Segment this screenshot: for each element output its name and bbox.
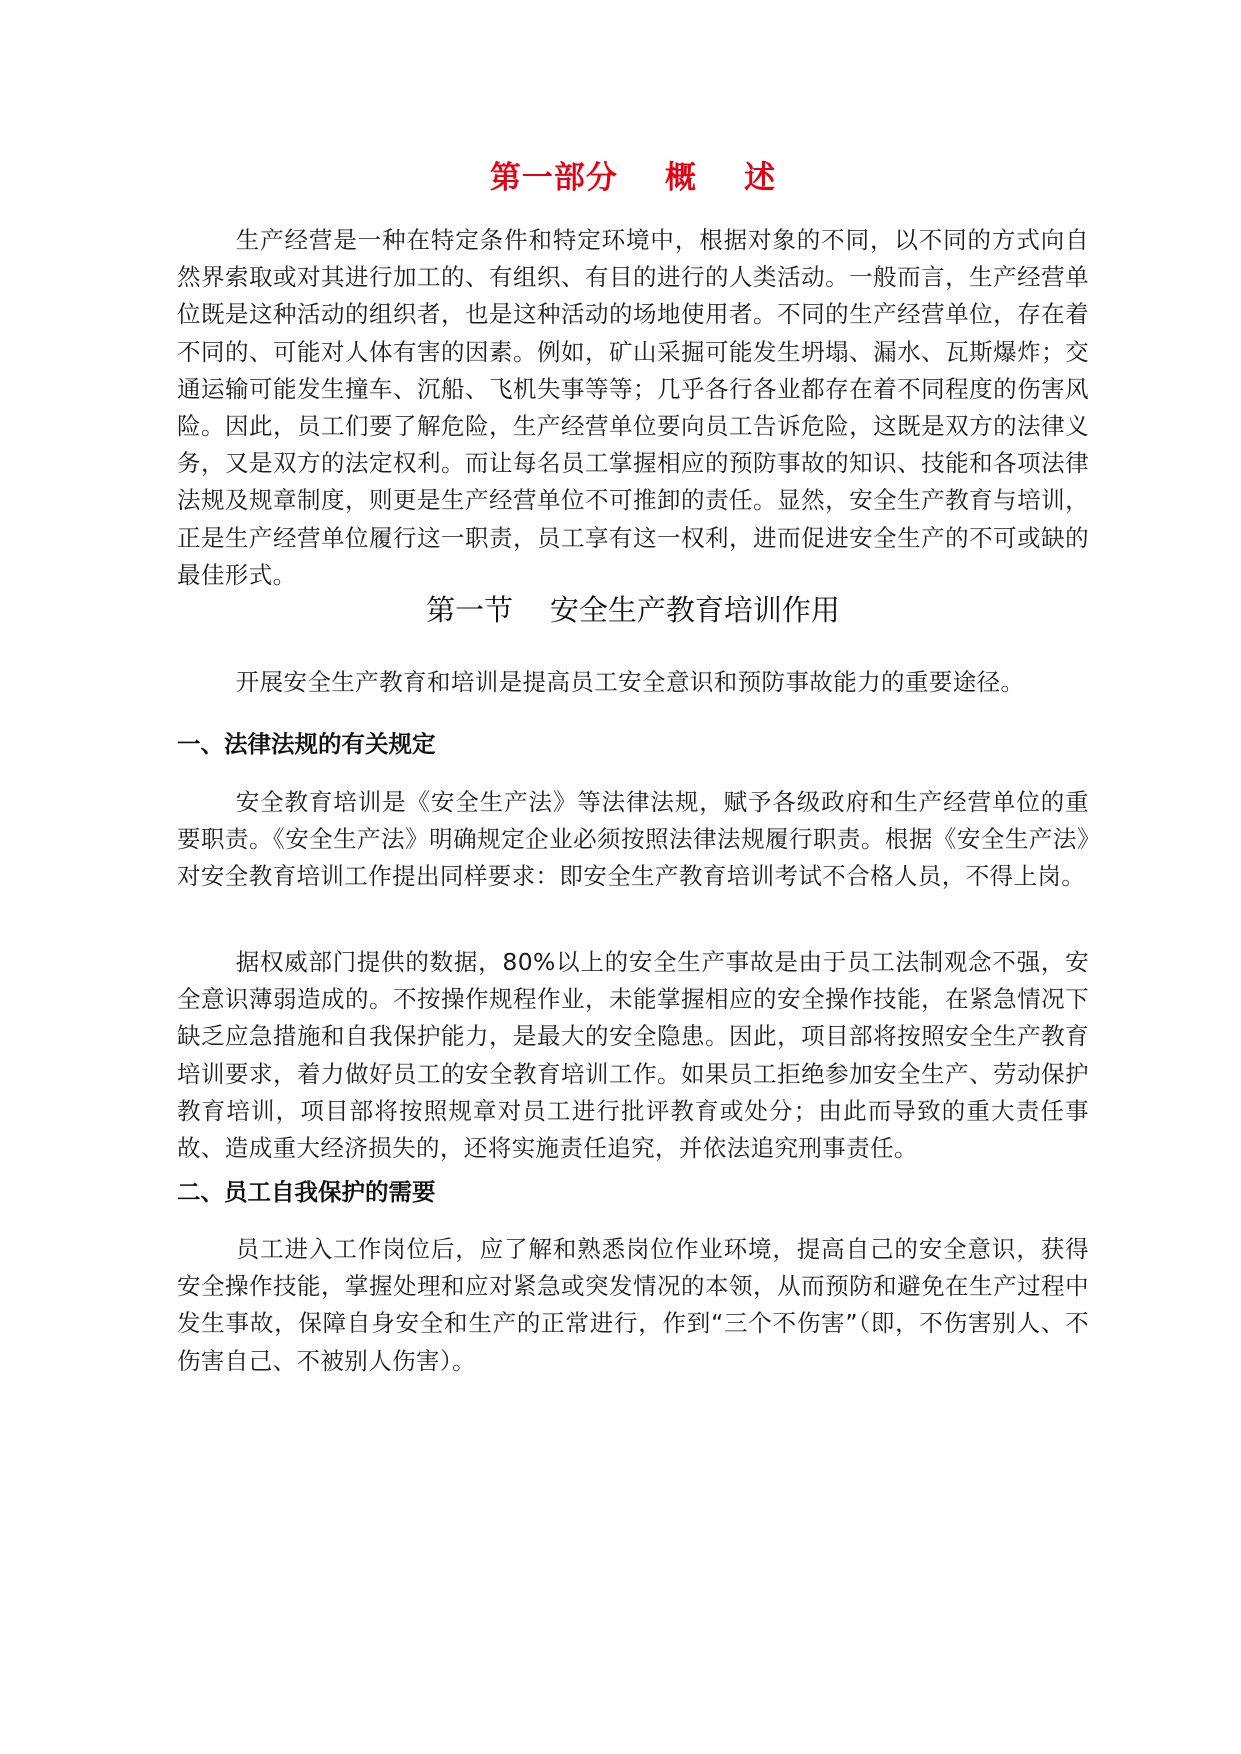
subsection-2-heading: 二、员工自我保护的需要	[177, 1178, 436, 1206]
part-title: 第一部分 概 述	[489, 160, 777, 196]
section-title: 第一节 安全生产教育培训作用	[426, 593, 840, 627]
intro-paragraph: 生产经营是一种在特定条件和特定环境中，根据对象的不同，以不同的方式向自然界索取或对其进行加工的、有组织、有目的进行的人类活动。一般而言，生产经营单位既是这种活动的组织者，也是这种活动的场地使用者。不同的生产经营单位，存在着不同的、可能对人体有害的因素。例如，矿山采掘可能发生坍塌、漏水、瓦斯爆炸；交通运输可能发生撞车、沉船、飞机失事等等；几乎各行各业都存在着不同程度的伤害风险。因此，员工们要了解危险，生产经营单位要向员工告诉危险，这既是双方的法律义务，又是双方的法定权利。而让每名员工掌握相应的预防事故的知识、技能和各项法律法规及规章制度，则更是生产经营单位不可推卸的责任。显然，安全生产教育与培训，正是生产经营单位履行这一职责，员工享有这一权利，进而促进安全生产的不可或缺的最佳形式。	[177, 226, 1089, 589]
subsection-2-paragraph-1: 员工进入工作岗位后，应了解和熟悉岗位作业环境，提高自己的安全意识，获得安全操作技能，掌握处理和应对紧急或突发情况的本领，从而预防和避免在生产过程中发生事故，保障自身安全和生产的正常进行，作到“三个不伤害”（即，不伤害别人、不伤害自己、不被别人伤害）。	[177, 1235, 1089, 1375]
subsection-1-paragraph-2: 据权威部门提供的数据，80%以上的安全生产事故是由于员工法制观念不强，安全意识薄弱造成的。不按操作规程作业，未能掌握相应的安全操作技能，在紧急情况下缺乏应急措施和自我保护能力，是最大的安全隐患。因此，项目部将按照安全生产教育培训要求，着力做好员工的安全教育培训工作。如果员工拒绝参加安全生产、劳动保护教育培训，项目部将按照规章对员工进行批评教育或处分；由此而导致的重大责任事故、造成重大经济损失的，还将实施责任追究，并依法追究刑事责任。	[177, 948, 1089, 1163]
section-intro-paragraph: 开展安全生产教育和培训是提高员工安全意识和预防事故能力的重要途径。	[235, 668, 1025, 696]
subsection-1-heading: 一、法律法规的有关规定	[177, 730, 436, 758]
subsection-1-paragraph-1: 安全教育培训是《安全生产法》等法律法规，赋予各级政府和生产经营单位的重要职责。《安全生产法》明确规定企业必须按照法律法规履行职责。根据《安全生产法》对安全教育培训工作提出同样要求：即安全生产教育培训考试不合格人员，不得上岗。	[177, 788, 1089, 891]
